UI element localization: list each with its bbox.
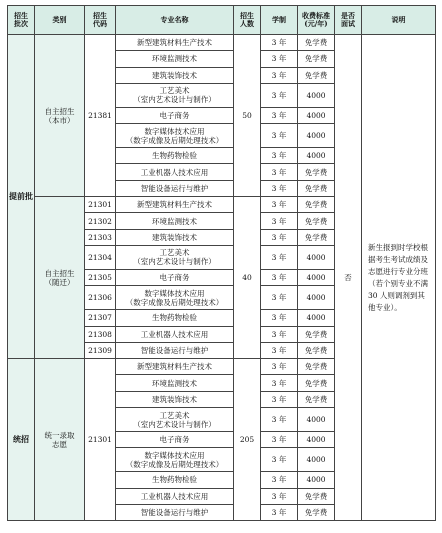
fee-cell: 免学费 [298,197,335,213]
header-code: 招生 代码 [85,6,116,35]
code-cell: 21305 [85,269,116,285]
category-label: 自主招生 [44,106,75,116]
fee-cell: 4000 [298,310,335,326]
years-cell: 3 年 [261,269,298,285]
years-cell: 3 年 [261,124,298,148]
major-cell [116,51,234,67]
major-name: 电子商务 [159,111,190,121]
years-cell: 3 年 [261,83,298,107]
code-cell: 21381 [85,35,116,197]
major-name: 生物药物检验 [152,151,197,161]
fee-cell: 免学费 [298,35,335,51]
code-cell: 21309 [85,342,116,358]
enrollment-table-container [7,5,435,528]
table-row [8,35,436,51]
fee-cell: 免学费 [298,359,335,375]
major-cell [116,286,234,310]
major-name: 新型建筑材料生产技术 [137,362,212,372]
major-name: 环境监测技术 [152,54,197,64]
fee-cell: 4000 [298,432,335,448]
major-cell [116,359,234,375]
major-name: 新型建筑材料生产技术 [137,38,212,48]
fee-cell: 免学费 [298,504,335,520]
header-interview: 是否 面试 [335,6,362,35]
years-cell: 3 年 [261,51,298,67]
major-name: 工艺美术 [159,86,190,96]
major-name: 电子商务 [159,273,190,283]
major-cell [116,148,234,164]
major-name: 数字媒体技术应用 [144,126,205,136]
major-name: 工艺美术 [159,248,190,258]
fee-cell: 免学费 [298,67,335,83]
major-cell [116,107,234,123]
code-cell: 21307 [85,310,116,326]
fee-cell: 4000 [298,148,335,164]
years-cell: 3 年 [261,180,298,196]
category-label: 统一录取 [44,430,75,440]
major-name: （室内艺术设计与制作） [133,95,216,105]
category-cell [35,359,85,521]
major-cell [116,83,234,107]
code-cell: 21306 [85,286,116,310]
years-cell: 3 年 [261,213,298,229]
header-batch: 招生 批次 [8,6,35,35]
major-cell [116,342,234,358]
major-name: 生物药物检验 [152,475,197,485]
category-label: 志愿 [52,439,67,449]
major-name: 数字媒体技术应用 [144,288,205,298]
table-body [8,35,436,521]
plan-cell: 50 [234,35,261,197]
major-cell [116,448,234,472]
years-cell: 3 年 [261,375,298,391]
batch-early-cell: 提前批 [8,35,35,359]
remark-cell: 新生报到时学校根据考生考试成绩及志愿进行专业分班（若个别专业不满 30 人则调剂到其他专业）。 [362,35,436,521]
major-name: 工艺美术 [159,410,190,420]
major-cell [116,432,234,448]
header-major: 专业名称 [116,6,234,35]
category-cell [35,35,85,197]
header-years: 学制 [261,6,298,35]
major-name: 工业机器人技术应用 [140,167,209,177]
years-cell: 3 年 [261,67,298,83]
major-name: 工业机器人技术应用 [140,491,209,501]
fee-cell: 4000 [298,286,335,310]
fee-cell: 免学费 [298,391,335,407]
major-name: 智能设备运行与维护 [140,346,209,355]
years-cell: 3 年 [261,342,298,358]
code-cell: 21308 [85,326,116,342]
fee-cell: 免学费 [298,229,335,245]
years-cell: 3 年 [261,107,298,123]
code-cell: 21301 [85,359,116,521]
header-remark: 说明 [362,6,436,35]
header-plan: 招生 人数 [234,6,261,35]
years-cell: 3 年 [261,432,298,448]
category-label: （随迁） [44,277,75,287]
major-name: 数字媒体技术应用 [144,450,205,460]
major-name: （数字成像及后期处理技术） [125,135,224,145]
major-cell [116,213,234,229]
fee-cell: 免学费 [298,164,335,180]
major-name: 建筑装饰技术 [152,70,197,80]
major-name: 智能设备运行与维护 [140,508,209,518]
header-category: 类别 [35,6,85,35]
fee-cell: 4000 [298,448,335,472]
fee-cell: 免学费 [298,213,335,229]
fee-cell: 免学费 [298,180,335,196]
major-name: （数字成像及后期处理技术） [125,459,224,469]
years-cell: 3 年 [261,229,298,245]
major-cell [116,164,234,180]
fee-cell: 免学费 [298,51,335,67]
major-cell [116,245,234,269]
major-name: 新型建筑材料生产技术 [137,200,212,210]
enrollment-table [7,5,436,521]
major-name: （室内艺术设计与制作） [133,257,216,267]
major-name: 智能设备运行与维护 [140,183,209,193]
fee-cell: 4000 [298,472,335,488]
years-cell: 3 年 [261,472,298,488]
major-cell [116,326,234,342]
years-cell: 3 年 [261,391,298,407]
major-name: 建筑装饰技术 [152,394,197,404]
major-cell [116,197,234,213]
major-cell [116,472,234,488]
years-cell: 3 年 [261,488,298,504]
fee-cell: 4000 [298,83,335,107]
code-cell: 21302 [85,213,116,229]
major-name: （数字成像及后期处理技术） [125,297,224,307]
major-cell [116,408,234,432]
header-fee: 收费标准 (元/年) [298,6,335,35]
plan-cell: 40 [234,197,261,359]
fee-cell: 4000 [298,107,335,123]
major-name: 环境监测技术 [152,378,197,388]
major-name: 建筑装饰技术 [152,232,197,242]
years-cell: 3 年 [261,408,298,432]
years-cell: 3 年 [261,245,298,269]
code-cell: 21304 [85,245,116,269]
major-cell [116,180,234,196]
years-cell: 3 年 [261,310,298,326]
years-cell: 3 年 [261,286,298,310]
category-label: （本市） [44,115,75,125]
fee-cell: 4000 [298,408,335,432]
fee-cell: 4000 [298,269,335,285]
major-name: 电子商务 [159,435,190,445]
fee-cell: 免学费 [298,342,335,358]
fee-cell: 4000 [298,124,335,148]
major-name: 生物药物检验 [152,313,197,323]
code-cell: 21301 [85,197,116,213]
years-cell: 3 年 [261,148,298,164]
interview-cell: 否 [335,35,362,521]
years-cell: 3 年 [261,504,298,520]
fee-cell: 免学费 [298,375,335,391]
major-name: 环境监测技术 [152,216,197,226]
major-name: 工业机器人技术应用 [140,329,209,339]
years-cell: 3 年 [261,197,298,213]
years-cell: 3 年 [261,448,298,472]
major-cell [116,375,234,391]
major-cell [116,269,234,285]
years-cell: 3 年 [261,164,298,180]
major-cell [116,35,234,51]
major-cell [116,67,234,83]
fee-cell: 免学费 [298,488,335,504]
plan-cell: 205 [234,359,261,521]
batch-unified-cell: 统招 [8,359,35,521]
fee-cell: 免学费 [298,326,335,342]
code-cell: 21303 [85,229,116,245]
major-cell [116,391,234,407]
major-cell [116,124,234,148]
major-cell [116,310,234,326]
category-cell [35,197,85,359]
major-cell [116,504,234,520]
header-row [8,6,436,35]
years-cell: 3 年 [261,359,298,375]
major-cell [116,488,234,504]
years-cell: 3 年 [261,35,298,51]
years-cell: 3 年 [261,326,298,342]
major-name: （室内艺术设计与制作） [133,419,216,429]
category-label: 自主招生 [44,268,75,278]
fee-cell: 4000 [298,245,335,269]
major-cell [116,229,234,245]
